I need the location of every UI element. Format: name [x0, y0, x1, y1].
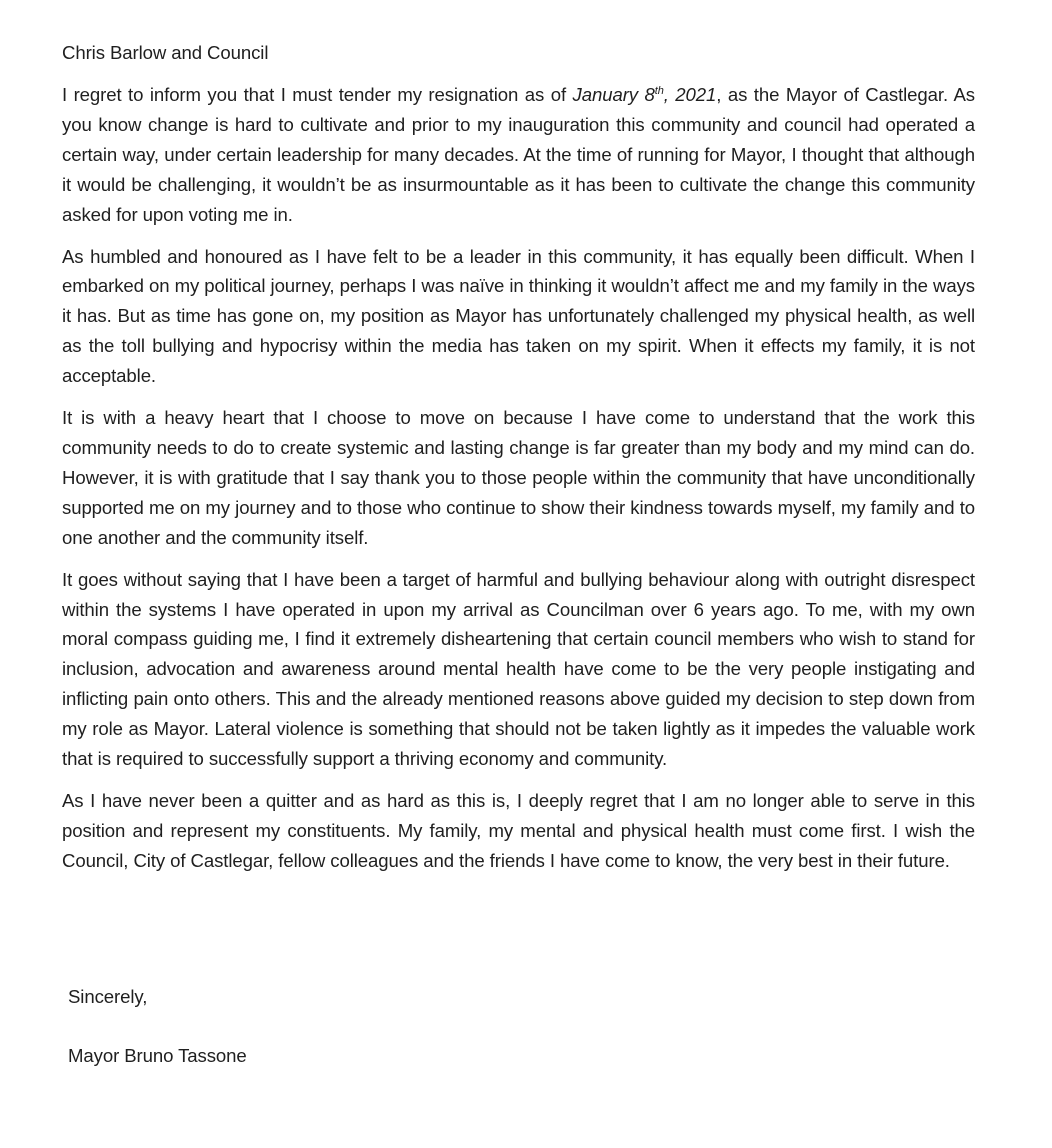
- paragraph-gratitude: It is with a heavy heart that I choose to move on because I have come to understand that the work this community needs to do to create systemic and lasting change is far greater than my body and my mind can do. However, it is with gratitude that I say thank you to those people within the community that have unconditionally supported me on my journey and to those who continue to show their kindness towards myself, my family and to one another and the community itself.: [62, 407, 975, 548]
- paragraph-bullying: It goes without saying that I have been a target of harmful and bullying behaviour along with outright disrespect within the systems I have operated in upon my arrival as Councilman over 6 years ago. To me, with my own moral compass guiding me, I find it extremely disheartening that certain council members who wish to stand for inclusion, advocation and awareness around mental health have come to be the very people instigating and inflicting pain onto others. This and the already mentioned reasons above guided my decision to step down from my role as Mayor. Lateral violence is something that should not be taken lightly as it impedes the valuable work that is required to successfully support a thriving economy and community.: [62, 568, 975, 770]
- resignation-date: [573, 84, 717, 105]
- paragraph-text: I regret to inform you that I must tender my resignation as of: [62, 84, 573, 105]
- resignation-date-day: January 8: [572, 84, 655, 105]
- date-ordinal-suffix: th: [654, 84, 664, 97]
- paragraph-resignation-notice: [62, 80, 975, 230]
- letter-salutation: Chris Barlow and Council: [62, 42, 269, 63]
- paragraph-regret: As I have never been a quitter and as hard as this is, I deeply regret that I am no longer able to serve in this position and represent my constituents. My family, my mental and physical health must come first. I wish the Council, City of Castlegar, fellow colleagues and the friends I have come to know, the very best in their future.: [62, 789, 975, 871]
- letter-closing: Sincerely,: [68, 986, 148, 1007]
- letter-body: [62, 80, 975, 888]
- letter-signature: Mayor Bruno Tassone: [68, 1045, 247, 1066]
- paragraph-text: , as the Mayor of Castlegar. As you know change is hard to cultivate and prior to my inauguration this community and council had operated a certain way, under certain leadership for many decades. At the time of running for Mayor, I thought that although it would be challenging, it wouldn’t be as insurmountable as it has been to cultivate the change this community asked for upon voting me in.: [62, 84, 975, 225]
- resignation-date-year: , 2021: [663, 84, 717, 105]
- paragraph-difficulty: As humbled and honoured as I have felt to be a leader in this community, it has equally been difficult. When I embarked on my political journey, perhaps I was naïve in thinking it wouldn’t affect me and my family in the ways it has. But as time has gone on, my position as Mayor has unfortunately challenged my physical health, as well as the toll bullying and hypocrisy within the media has taken on my spirit. When it effects my family, it is not acceptable.: [62, 245, 975, 387]
